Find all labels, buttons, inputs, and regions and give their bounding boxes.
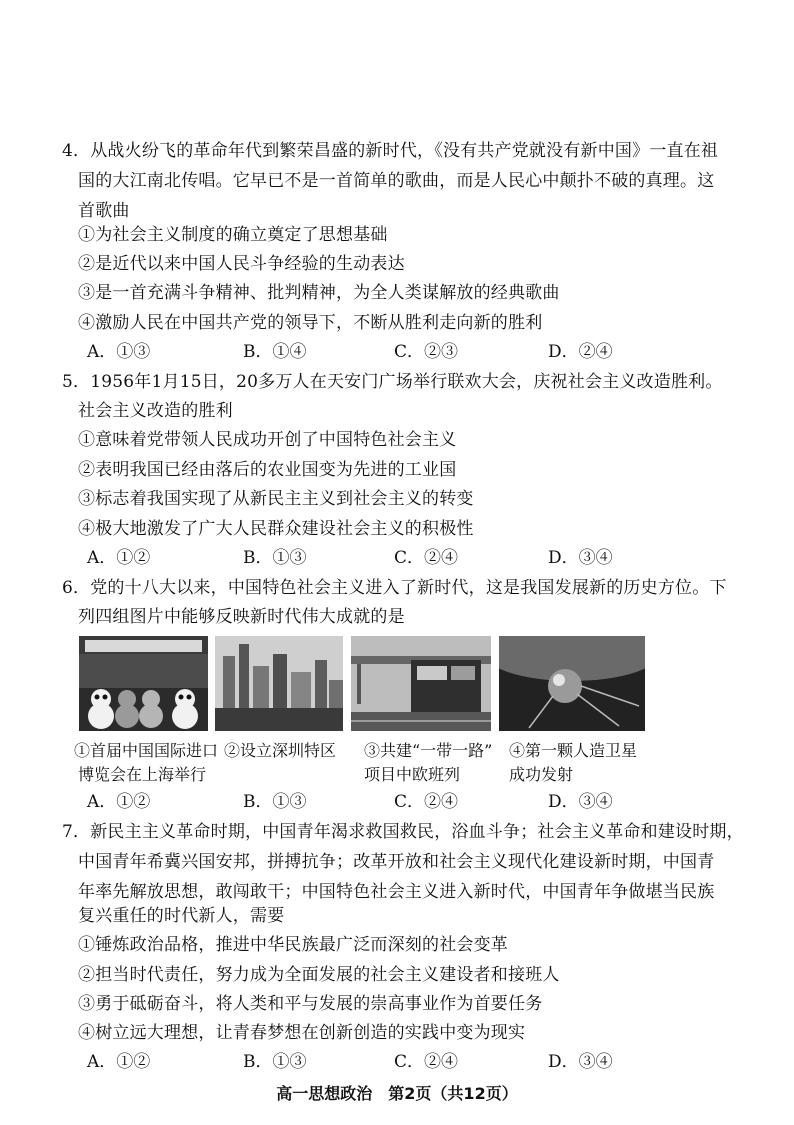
q7-option-c: C．②④ [394, 1052, 459, 1072]
q4-stem-line-2: 国的大江南北传唱。它早已不是一首简单的歌曲，而是人民心中颠扑不破的真理。这 [78, 171, 715, 191]
shenzhen-photo [215, 636, 343, 731]
caption-3-line-1: ③共建“一带一路” [364, 741, 493, 760]
q7-item-2: ②担当时代责任，努力成为全面发展的社会主义建设者和接班人 [78, 965, 560, 985]
q4-option-d: D．②④ [548, 342, 613, 362]
q6-stem-line-1: 6．党的十八大以来，中国特色社会主义进入了新时代，这是我国发展新的历史方位。下 [62, 578, 727, 598]
caption-4-line-1: ④第一颗人造卫星 [509, 741, 638, 760]
q5-stem-line-1: 5．1956年1月15日，20多万人在天安门广场举行联欢大会，庆祝社会主义改造胜利。 [62, 372, 723, 392]
satellite-illustration [499, 636, 645, 731]
q7-stem-line-1: 7．新民主主义革命时期，中国青年渴求救国救民，浴血斗争；社会主义革命和建设时期， [62, 822, 744, 842]
q4-item-4: ④激励人民在中国共产党的领导下，不断从胜利走向新的胜利 [78, 313, 543, 333]
q7-item-3: ③勇于砥砺奋斗，将人类和平与发展的崇高事业作为首要任务 [78, 994, 543, 1014]
q5-stem-line-2: 社会主义改造的胜利 [78, 401, 233, 421]
q6-option-d: D．③④ [548, 792, 613, 812]
q4-item-3: ③是一首充满斗争精神、批判精神，为全人类谋解放的经典歌曲 [78, 283, 560, 303]
q5-item-2: ②表明我国已经由落后的农业国变为先进的工业国 [78, 460, 457, 480]
q7-stem-line-2: 中国青年希冀兴国安邦，拼搏抗争；改革开放和社会主义现代化建设新时期，中国青 [78, 852, 715, 872]
q4-item-1: ①为社会主义制度的确立奠定了思想基础 [78, 225, 388, 245]
q5-option-d: D．③④ [548, 548, 613, 568]
q7-stem-line-3: 年率先解放思想，敢闯敢干；中国特色社会主义进入新时代，中国青年争做堪当民族 [78, 882, 715, 902]
q4-option-c: C．②③ [394, 342, 459, 362]
train-illustration [351, 636, 491, 731]
q4-option-b: B．①④ [243, 342, 307, 362]
caption-2-line-1: ②设立深圳特区 [224, 741, 337, 760]
q4-stem-line-3: 首歌曲 [78, 201, 130, 221]
q5-option-c: C．②④ [394, 548, 459, 568]
q7-option-b: B．①③ [243, 1052, 307, 1072]
skyline-illustration [215, 636, 343, 731]
q6-option-a: A．①② [87, 792, 151, 812]
caption-4-line-2: 成功发射 [509, 765, 574, 784]
expo-photo [79, 636, 208, 731]
q5-item-1: ①意味着党带领人民成功开创了中国特色社会主义 [78, 430, 457, 450]
q7-option-a: A．①② [87, 1052, 151, 1072]
q6-option-b: B．①③ [243, 792, 307, 812]
q4-option-a: A．①③ [87, 342, 151, 362]
q5-option-b: B．①③ [243, 548, 307, 568]
q5-option-a: A．①② [87, 548, 151, 568]
caption-1-line-1: ①首届中国国际进口 [74, 741, 219, 760]
q7-option-d: D．③④ [548, 1052, 613, 1072]
q4-item-2: ②是近代以来中国人民斗争经验的生动表达 [78, 254, 405, 274]
q6-option-c: C．②④ [394, 792, 459, 812]
q7-stem-line-4: 复兴重任的时代新人，需要 [78, 906, 285, 926]
caption-3-line-2: 项目中欧班列 [364, 765, 461, 784]
train-photo [351, 636, 491, 731]
page-footer: 高一思想政治 第2页（共12页） [276, 1084, 518, 1103]
q6-stem-line-2: 列四组图片中能够反映新时代伟大成就的是 [78, 607, 405, 627]
q5-item-4: ④极大地激发了广大人民群众建设社会主义的积极性 [78, 519, 474, 539]
q5-item-3: ③标志着我国实现了从新民主主义到社会主义的转变 [78, 489, 474, 509]
q7-item-4: ④树立远大理想，让青春梦想在创新创造的实践中变为现实 [78, 1023, 526, 1043]
expo-illustration [79, 636, 208, 731]
q4-stem-line-1: 4．从战火纷飞的革命年代到繁荣昌盛的新时代，《没有共产党就没有新中国》一直在祖 [62, 141, 719, 161]
satellite-photo [499, 636, 645, 731]
caption-1-line-2: 博览会在上海举行 [78, 765, 207, 784]
q7-item-1: ①锤炼政治品格，推进中华民族最广泛而深刻的社会变革 [78, 935, 508, 955]
